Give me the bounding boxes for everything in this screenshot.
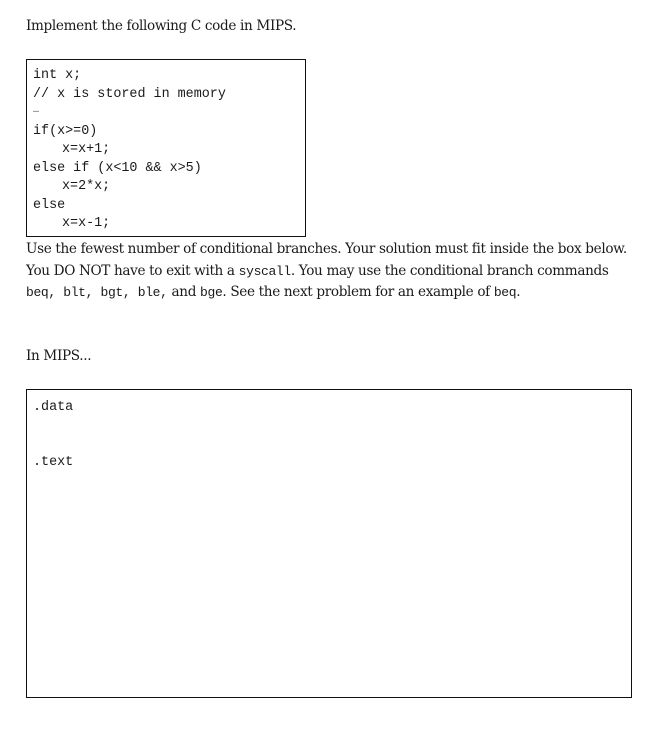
code-line-else: else bbox=[33, 198, 66, 213]
code-line-if-body: x=x+1; bbox=[62, 142, 111, 157]
instructions-text-2: . You may use the conditional branch commands bbox=[290, 262, 609, 279]
mips-answer-box[interactable] bbox=[26, 389, 632, 698]
data-directive: .data bbox=[33, 400, 74, 415]
instructions-text-3: and bbox=[167, 284, 201, 300]
branch-commands-code: beq, blt, bgt, ble, bbox=[26, 285, 168, 300]
text-directive: .text bbox=[33, 455, 74, 470]
code-line-else-if-body: x=2*x; bbox=[62, 179, 111, 194]
code-line-if: if(x>=0) bbox=[33, 124, 98, 139]
bge-code: bge bbox=[200, 285, 223, 300]
instructions-text-5: . bbox=[516, 284, 521, 300]
c-code-box bbox=[26, 59, 306, 237]
code-line-else-body: x=x-1; bbox=[62, 216, 111, 231]
syscall-code: syscall bbox=[238, 263, 291, 279]
instructions-paragraph bbox=[26, 239, 636, 304]
code-line-else-if: else if (x<10 && x>5) bbox=[33, 161, 202, 176]
instructions-text-4: . See the next problem for an example of bbox=[222, 284, 494, 300]
code-line-declaration: int x; bbox=[33, 68, 82, 83]
instructions-text-1: Use the fewest number of conditional branches. Your solution must fit inside the box below. You DO NOT have to exit with a bbox=[26, 241, 627, 279]
code-line-ellipsis: … bbox=[33, 105, 40, 116]
beq-code: beq bbox=[493, 285, 517, 300]
in-mips-label: In MIPS... bbox=[26, 348, 92, 364]
problem-heading: Implement the following C code in MIPS. bbox=[26, 18, 297, 34]
code-line-comment: // x is stored in memory bbox=[33, 87, 226, 102]
